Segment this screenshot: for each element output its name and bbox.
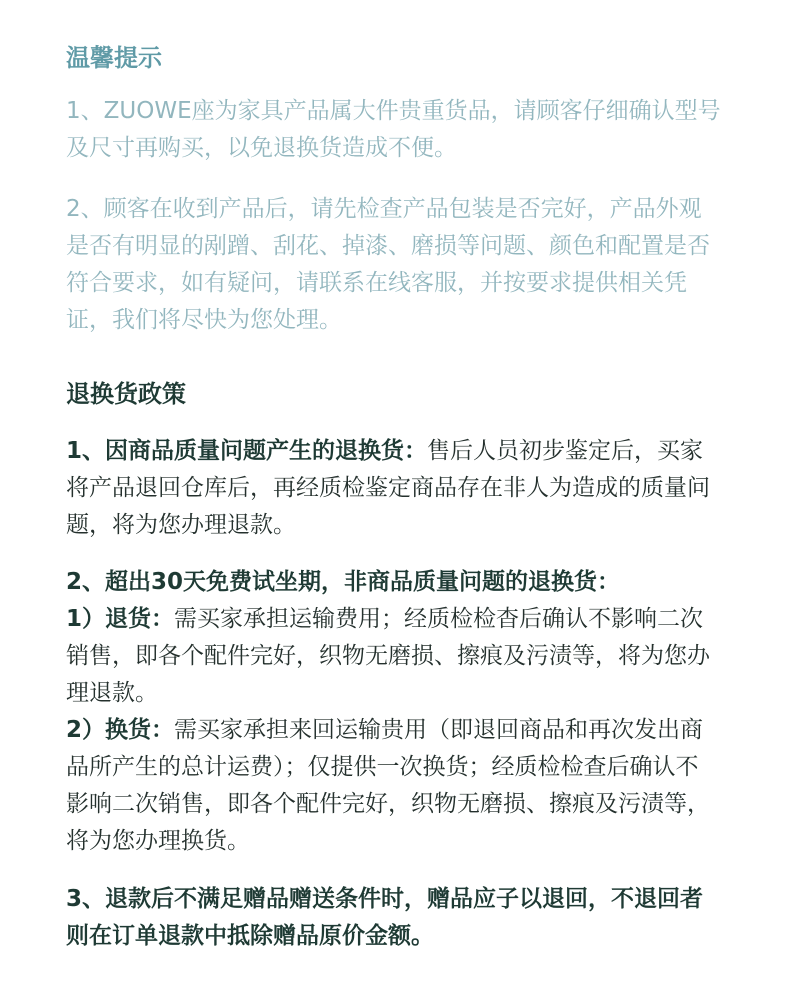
policy-item-1-line-1 [66,433,730,470]
tip-item-2-line-2: 是否有明显的剐蹭、刮花、掉漆、磨损等问题、颜色和配置是否 [66,233,710,259]
exchange-text: 需买家承担来回运输贵用（即退回商品和再次发出商 [174,717,704,743]
policy-item-1 [66,433,730,544]
tips-title: 温馨提示 [66,44,162,72]
return-label: 1）退货： [66,606,175,632]
policy-item-3 [66,881,730,955]
policy-item-1-heading: 1、因商品质量问题产生的退换货： [66,438,428,464]
tip-item-1-line-1: 1、ZUOWE座为家具产品属大件贵重货品，请顾客仔细确认型号 [66,98,721,124]
tip-item-2-line-4: 证，我们将尽快为您处理。 [66,307,342,333]
tip-item-1 [66,93,730,167]
policy-item-1-line-2: 将产品退回仓库后，再经质检鉴定商品存在非人为造成的质量问 [66,475,710,501]
policy-item-2 [66,564,730,860]
tip-item-2 [66,191,730,339]
policy-item-2-sub-2-line-3: 影响二次销售，即各个配件完好，织物无磨损、擦痕及污渍等， [66,791,710,817]
policy-item-2-heading: 2、超出30天免费试坐期，非商品质量问题的退换货： [66,569,621,595]
policy-item-2-sub-2-line-2: 品所产生的总计运费）；仅提供一次换货；经质检检查后确认不 [66,754,699,780]
tip-item-1-line-2: 及尺寸再购买，以免退换货造成不便。 [66,135,457,161]
policy-item-3-line-1: 3、退款后不满足赠品赠送条件时，赠品应子以退回，不退回者 [66,886,704,912]
exchange-label: 2）换货： [66,717,175,743]
return-text: 需买家承担运输费用；经质检检杳后确认不影响二次 [174,606,704,632]
policy-item-1-line-1-text: 售后人员初步鉴定后，买家 [427,438,704,464]
tip-item-2-line-1: 2、顾客在收到产品后，请先检查产品包装是否完好，产品外观 [66,196,702,222]
policy-title: 退换货政策 [66,380,186,408]
policy-item-3-line-2: 则在订单退款中抵除赠品原价金额。 [66,923,434,949]
policy-item-2-sub-1-line-2: 销售，即各个配件完好，织物无磨损、擦痕及污渍等，将为您办 [66,643,710,669]
policy-item-2-sub-2-line-1 [66,712,730,749]
policy-item-2-sub-1-line-3: 理退款。 [66,680,158,706]
policy-item-1-line-3: 题，将为您办理退款。 [66,512,296,538]
policy-item-2-sub-2-line-4: 将为您办理换货。 [66,828,250,854]
tip-item-2-line-3: 符合要求，如有疑问，请联系在线客服，并按要求提供相关凭 [66,270,687,296]
policy-item-2-sub-1-line-1 [66,601,730,638]
